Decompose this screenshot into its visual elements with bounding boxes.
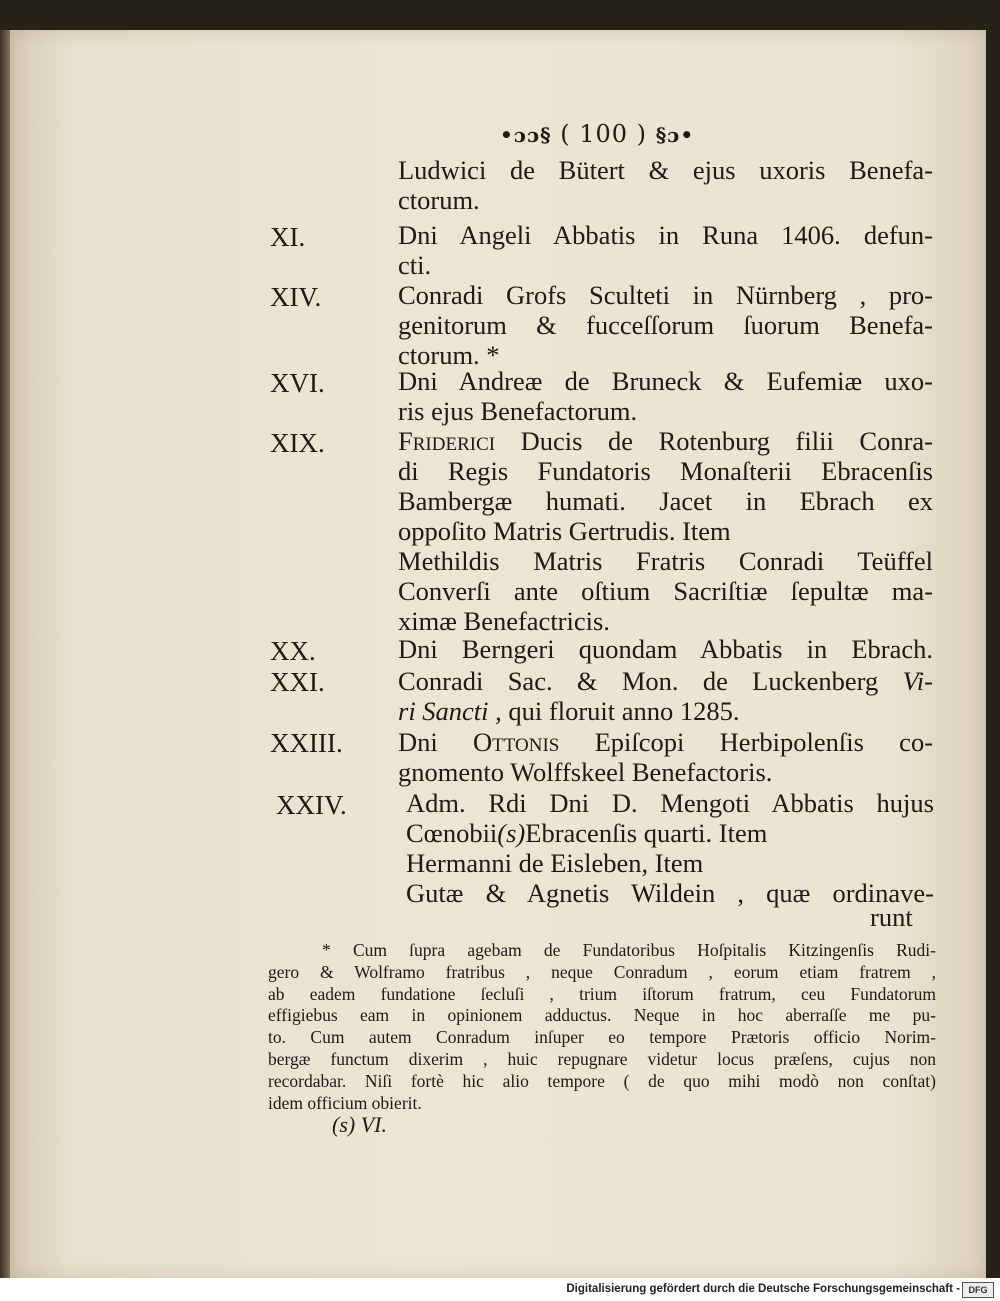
dfg-logo-icon[interactable]: DFG: [962, 1282, 994, 1298]
entry-number: XIX.: [270, 428, 325, 458]
entry-text: [398, 366, 933, 426]
footnote-line: gero & Wolframo fratribus , neque Conradum , eorum etiam fratrem ,: [268, 961, 936, 982]
entry-number: XI.: [270, 222, 306, 252]
page-number: ( 100 ): [560, 120, 648, 148]
italic-text: Vi-: [902, 666, 933, 696]
header-ornament-left: •ɔɔ§: [500, 123, 552, 147]
entry-line: genitorum & fucceſſorum ſuorum Benefa-: [398, 310, 933, 340]
entry-number: XXI.: [270, 667, 325, 697]
entry-number: XIV.: [270, 282, 322, 312]
entry-line: Bambergæ humati. Jacet in Ebrach ex: [398, 486, 933, 516]
entry-line: [398, 696, 933, 726]
entry-line: ctorum.: [398, 185, 480, 215]
entry-line: ximæ Benefactricis.: [398, 606, 610, 636]
note-reference: (s): [497, 818, 526, 848]
entry-line-part: Ebracenſis quarti. Item: [525, 818, 768, 848]
entry-number: XXIV.: [276, 790, 347, 820]
entry-text: [398, 426, 933, 636]
entry-text: [398, 634, 933, 664]
footnote-line: to. Cum autem Conradum inſuper eo tempore Prætoris officio Norim-: [268, 1027, 936, 1048]
entry-line: Converſi ante oſtium Sacriſtiæ ſepultæ ma-: [398, 576, 933, 606]
entry-line: [398, 666, 933, 696]
footer-credit: Digitalisierung gefördert durch die Deutsche Forschungsgemeinschaft -: [566, 1283, 960, 1295]
digitization-footer: [0, 1278, 1000, 1301]
italic-text: ri Sancti ,: [398, 696, 502, 726]
entry-line: oppoſito Matris Gertrudis. Item: [398, 516, 731, 546]
entry-line-part: Cœnobii: [406, 818, 498, 848]
catchword: runt: [870, 902, 913, 932]
note-s: (s) VI.: [332, 1112, 387, 1137]
footnote-line: recordabar. Niſi fortè hic alio tempore ( de quo mihi modò non conſtat): [268, 1070, 936, 1091]
entry-line: Hermanni de Eisleben, Item: [406, 848, 704, 878]
entry-number: XVI.: [270, 368, 325, 398]
entry-line: gnomento Wolffskeel Benefactoris.: [398, 757, 773, 787]
entry-line: Adm. Rdi Dni D. Mengoti Abbatis hujus: [406, 788, 934, 818]
page-header: [500, 120, 720, 148]
entry-line-part: Ducis de Rotenburg filii Conra-: [520, 426, 933, 456]
entry-line: Methildis Matris Fratris Conradi Teüffel: [398, 546, 933, 576]
footnote-line: ab eadem fundatione ſecluſi , trium iſtorum fratrum, ceu Fundatorum: [268, 983, 936, 1004]
entry-text: [398, 666, 933, 726]
footnote-line: * Cum ſupra agebam de Fundatoribus Hoſpitalis Kitzingenſis Rudi-: [322, 940, 936, 960]
entry-number: XXIII.: [270, 728, 343, 758]
entry-line: [398, 727, 933, 757]
entry-continuation: [398, 155, 933, 215]
footnote-line: effigiebus eam in opinionem adductus. Neque in hoc aberraſſe me pu-: [268, 1005, 936, 1026]
entry-line-part: Dni: [398, 727, 438, 757]
entry-line: ctorum. *: [398, 340, 500, 370]
name-small-caps: Friderici: [398, 426, 496, 456]
entry-text: [398, 727, 933, 787]
entry-line: [406, 818, 934, 848]
entry-number: XX.: [270, 636, 316, 666]
entry-line: cti.: [398, 250, 432, 280]
entry-line: Ludwici de Bütert & ejus uxoris Benefa-: [398, 155, 933, 185]
entry-line: Dni Berngeri quondam Abbatis in Ebrach.: [398, 634, 933, 664]
entry-text: [406, 788, 934, 908]
entry-line: Dni Andreæ de Bruneck & Eufemiæ uxo-: [398, 366, 933, 396]
name-small-caps: Ottonis: [473, 727, 560, 757]
entry-line-part: Conradi Sac. & Mon. de Luckenberg: [398, 666, 879, 696]
entry-line: [398, 426, 933, 456]
footnote-line: idem officium obierit.: [268, 1092, 422, 1113]
entry-line: ris ejus Benefactorum.: [398, 396, 638, 426]
entry-line-part: qui floruit anno 1285.: [508, 696, 740, 726]
entry-text: [398, 280, 933, 370]
entry-line-part: Epiſcopi Herbipolenſis co-: [594, 727, 934, 757]
entry-text: [398, 220, 933, 280]
footnote-line: bergæ functum dixerim , huic repugnare videtur locus præſens, cujus non: [268, 1048, 936, 1069]
header-ornament-right: §ɔ•: [655, 123, 695, 147]
entry-line: Conradi Grofs Sculteti in Nürnberg , pro-: [398, 280, 933, 310]
entry-line: di Regis Fundatoris Monaſterii Ebracenſis: [398, 456, 933, 486]
entry-line: Dni Angeli Abbatis in Runa 1406. defun-: [398, 220, 933, 250]
entry-line: Gutæ & Agnetis Wildein , quæ ordinave-: [406, 878, 934, 908]
footnote: [268, 940, 936, 1114]
